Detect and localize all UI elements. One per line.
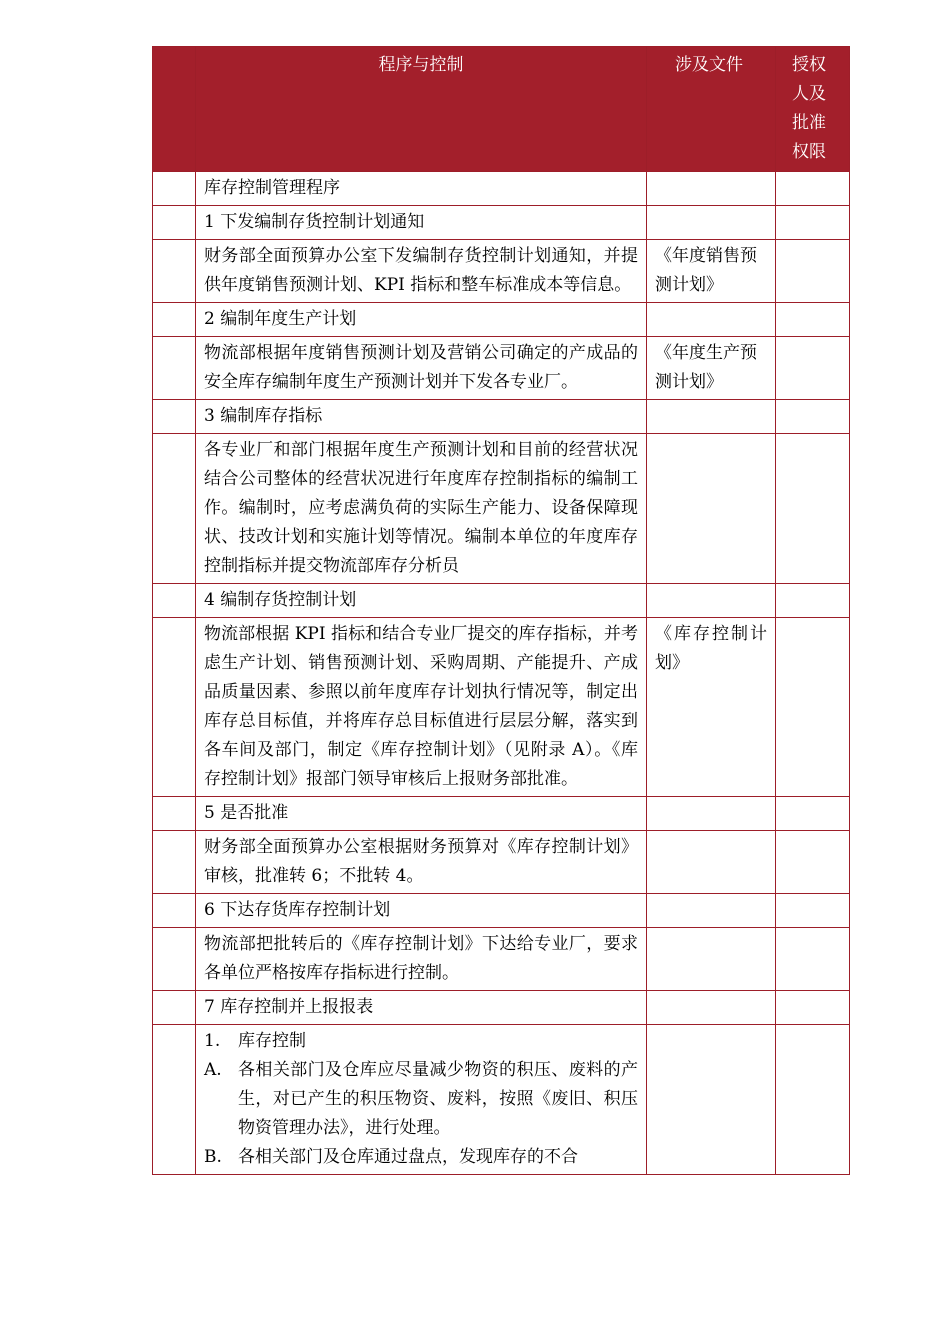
step-file: 《年度生产预测计划》	[647, 337, 776, 400]
table-row	[153, 894, 850, 928]
step-text: 物流部把批转后的《库存控制计划》下达给专业厂，要求各单位严格按库存指标进行控制。	[196, 928, 647, 991]
list-item-text: 库存控制	[238, 1031, 306, 1051]
table-row	[153, 618, 850, 797]
header-files: 涉及文件	[647, 47, 776, 172]
step-text: 物流部根据年度销售预测计划及营销公司确定的产成品的安全库存编制年度生产预测计划并下发各专业厂。	[196, 337, 647, 400]
table-row	[153, 434, 850, 584]
step-heading: 5 是否批准	[196, 797, 647, 831]
step-text: 各专业厂和部门根据年度生产预测计划和目前的经营状况结合公司整体的经营状况进行年度库存控制指标的编制工作。编制时，应考虑满负荷的实际生产能力、设备保障现状、技改计划和实施计划等情况。编制本单位的年度库存控制指标并提交物流部库存分析员	[196, 434, 647, 584]
table-row	[153, 400, 850, 434]
list-item	[204, 1027, 638, 1056]
table-row	[153, 337, 850, 400]
header-blank-cell	[153, 47, 196, 172]
step-heading: 6 下达存货库存控制计划	[196, 894, 647, 928]
header-procedure: 程序与控制	[196, 47, 647, 172]
list-item-text: 各相关部门及仓库应尽量减少物资的积压、废料的产生，对已产生的积压物资、废料，按照《废旧、积压物资管理办法》，进行处理。	[238, 1060, 638, 1138]
table-row	[153, 206, 850, 240]
step-file: 《库存控制计划》	[647, 618, 776, 797]
table-row	[153, 1025, 850, 1175]
header-authority: 授权人及批准权限	[776, 47, 850, 172]
header-row	[153, 47, 850, 172]
table-row	[153, 797, 850, 831]
step-text: 物流部根据 KPI 指标和结合专业厂提交的库存指标，并考虑生产计划、销售预测计划、采购周期、产能提升、产成品质量因素、参照以前年度库存计划执行情况等，制定出库存总目标值，并将库存总目标值进行层层分解，落实到各车间及部门，制定《库存控制计划》（见附录 A）。《库存控制计划》报部门领导审核后上报财务部批准。	[196, 618, 647, 797]
step-heading: 7 库存控制并上报报表	[196, 991, 647, 1025]
list-item	[204, 1143, 638, 1172]
step-heading: 3 编制库存指标	[196, 400, 647, 434]
step-text: 财务部全面预算办公室下发编制存货控制计划通知，并提供年度销售预测计划、KPI 指标和整车标准成本等信息。	[196, 240, 647, 303]
step-heading: 1 下发编制存货控制计划通知	[196, 206, 647, 240]
table-row	[153, 584, 850, 618]
procedure-table	[152, 46, 850, 1175]
procedure-title: 库存控制管理程序	[196, 172, 647, 206]
table-row	[153, 172, 850, 206]
step-heading: 4 编制存货控制计划	[196, 584, 647, 618]
list-marker: 1.	[204, 1031, 221, 1051]
table-row	[153, 240, 850, 303]
table-row	[153, 991, 850, 1025]
table-row	[153, 928, 850, 991]
list-item-text: 各相关部门及仓库通过盘点，发现库存的不合	[238, 1147, 578, 1167]
step-text: 财务部全面预算办公室根据财务预算对《库存控制计划》审核，批准转 6；不批转 4。	[196, 831, 647, 894]
table-header	[153, 47, 850, 172]
table-row	[153, 303, 850, 337]
list-item	[204, 1056, 638, 1143]
step-file: 《年度销售预测计划》	[647, 240, 776, 303]
table-row	[153, 831, 850, 894]
list-marker: B.	[204, 1147, 222, 1167]
step-heading: 2 编制年度生产计划	[196, 303, 647, 337]
step-list-cell	[196, 1025, 647, 1175]
step-list	[204, 1027, 638, 1172]
list-marker: A.	[204, 1060, 222, 1080]
